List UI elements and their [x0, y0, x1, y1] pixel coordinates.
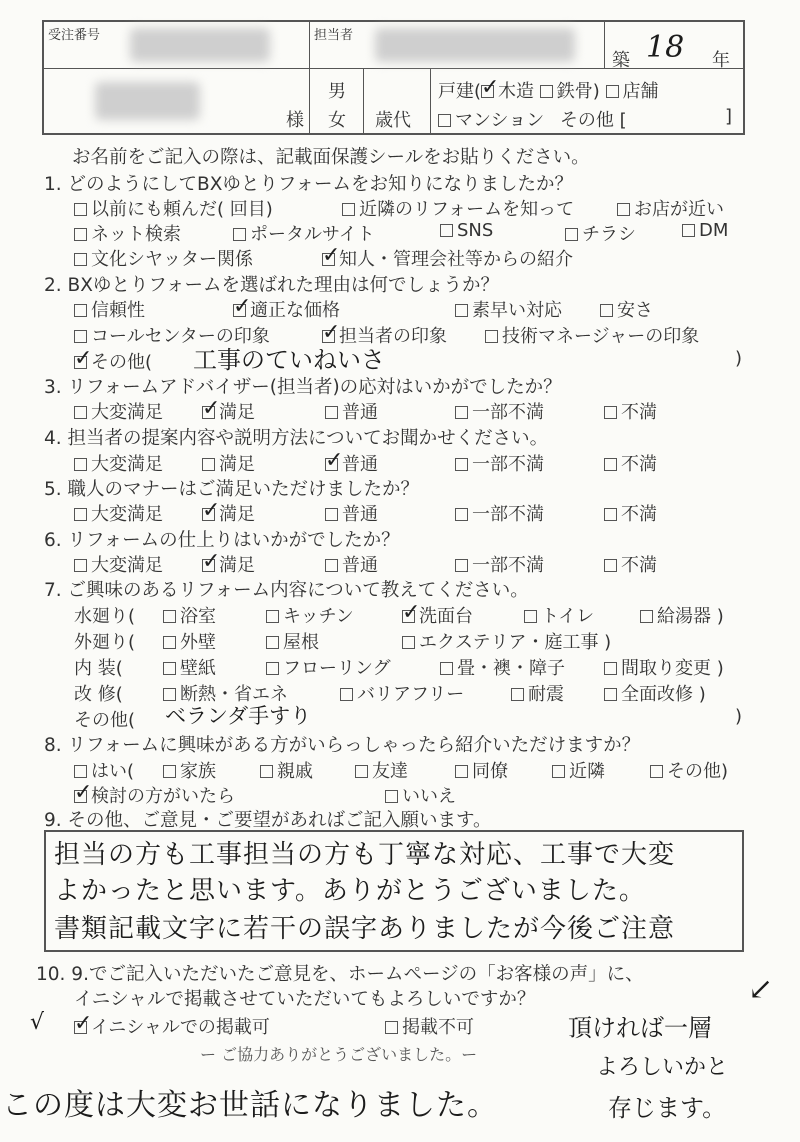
- q2-option-7[interactable]: [485, 322, 699, 348]
- gender-male: 男: [328, 81, 346, 102]
- handwritten-arrow-icon: ↙: [748, 972, 774, 1007]
- q7-interior-flooring[interactable]: [266, 654, 391, 680]
- checkbox[interactable]: [163, 662, 176, 675]
- label: 文化シヤッター関係: [91, 249, 253, 270]
- label: 普通: [342, 555, 378, 576]
- q3-option-partly-unsatisfied[interactable]: [455, 398, 544, 424]
- label: 洗面台: [419, 606, 473, 627]
- label: 友達: [372, 761, 408, 782]
- checkbox[interactable]: [74, 330, 87, 343]
- label: 同僚: [472, 761, 508, 782]
- checkbox[interactable]: [74, 765, 87, 778]
- staff-label: 担当者: [314, 28, 354, 43]
- label: 一部不満: [472, 402, 544, 423]
- q7-other-handwritten: ベランダ手すり: [165, 704, 312, 728]
- label: 大変満足: [91, 504, 163, 525]
- q8-family[interactable]: [163, 757, 216, 783]
- q1-title: 1. どのようにしてBXゆとりフォームをお知りになりましたか？: [44, 174, 573, 195]
- checkbox[interactable]: [604, 688, 617, 701]
- checkbox[interactable]: [455, 765, 468, 778]
- q8-title: 8. リフォームに興味がある方がいらっしゃったら紹介いただけますか？: [44, 735, 641, 756]
- checkbox[interactable]: [340, 688, 353, 701]
- q1-option-9[interactable]: [74, 245, 253, 271]
- q9-handwritten-line3: 書類記載文字に若干の誤字ありましたが今後ご注意: [54, 914, 676, 944]
- checkbox[interactable]: [565, 228, 578, 241]
- checkbox-checked[interactable]: [74, 790, 87, 803]
- label: 近隣: [569, 761, 605, 782]
- q2-option-2[interactable]: [233, 296, 340, 322]
- label: 技術マネージャーの印象: [502, 326, 700, 347]
- q4-option-unsatisfied[interactable]: [604, 450, 657, 476]
- label: 普通: [342, 454, 378, 475]
- label: 不満: [621, 454, 657, 475]
- label: 耐震: [528, 684, 564, 705]
- label: 検討の方がいたら: [91, 786, 235, 807]
- checkbox-wood[interactable]: [481, 85, 494, 98]
- house-other-label: その他 [: [559, 110, 627, 131]
- q7-interior-wallpaper[interactable]: [163, 654, 216, 680]
- q5-option-neutral[interactable]: [325, 500, 378, 526]
- checkbox[interactable]: [440, 662, 453, 675]
- checkbox[interactable]: [233, 228, 246, 241]
- q10-option-ok[interactable]: [74, 1013, 270, 1039]
- q3-title: 3. リフォームアドバイザー(担当者)の応対はいかがでしたか？: [44, 377, 562, 398]
- q1-option-3[interactable]: [617, 195, 724, 221]
- q6-option-unsatisfied[interactable]: [604, 551, 657, 577]
- handwritten-right-line3: 存じます。: [608, 1094, 727, 1122]
- q5-option-satisfied[interactable]: [202, 500, 255, 526]
- thanks-text: ー ご協力ありがとうございました。ー: [200, 1045, 478, 1064]
- label: SNS: [457, 220, 494, 241]
- label: エクステリア・庭工事 ): [419, 632, 612, 653]
- label: 給湯器 ): [657, 606, 724, 627]
- label: トイレ: [541, 606, 595, 627]
- checkbox[interactable]: [455, 458, 468, 471]
- checkbox-shop[interactable]: [606, 85, 619, 98]
- checkbox[interactable]: [455, 559, 468, 572]
- label: 浴室: [180, 606, 216, 627]
- checkbox[interactable]: [552, 765, 565, 778]
- q9-handwritten-line2: よかったと思います。ありがとうございました。: [54, 876, 646, 906]
- checkbox[interactable]: [74, 559, 87, 572]
- checkbox[interactable]: [266, 636, 279, 649]
- checkbox[interactable]: [617, 203, 630, 216]
- label: 満足: [219, 454, 255, 475]
- handwritten-bottom-message: この度は大変お世話になりました。: [2, 1088, 498, 1123]
- label: 間取り変更 ): [621, 658, 724, 679]
- q10-option-ng[interactable]: [385, 1013, 474, 1039]
- label: 全面改修 ): [621, 684, 706, 705]
- label: 一部不満: [472, 555, 544, 576]
- q5-title: 5. 職人のマナーはご満足いただけましたか？: [44, 479, 420, 500]
- checkbox[interactable]: [163, 610, 176, 623]
- q7-outer-wall[interactable]: [163, 628, 216, 654]
- label: 満足: [219, 402, 255, 423]
- checkbox[interactable]: [74, 304, 87, 317]
- order-number-label: 受注番号: [48, 28, 101, 43]
- gender-female: 女: [328, 110, 346, 131]
- label: ネット検索: [91, 224, 181, 245]
- redacted-order-number: [130, 28, 270, 62]
- year-unit: 年: [712, 50, 730, 71]
- q7-water-kitchen[interactable]: [266, 602, 354, 628]
- q9-title: 9. その他、ご意見・ご要望があればご記入願います。: [44, 810, 492, 831]
- label: お店が近い: [634, 199, 724, 220]
- q7-water-label: 水廻り(: [74, 606, 136, 627]
- checkbox[interactable]: [455, 508, 468, 521]
- q4-option-partly-unsatisfied[interactable]: [455, 450, 544, 476]
- label: 近隣のリフォームを知って: [359, 199, 575, 220]
- checkbox[interactable]: [74, 406, 87, 419]
- checkbox[interactable]: [385, 790, 398, 803]
- q2-option-4[interactable]: [600, 296, 653, 322]
- intro-text: お名前をご記入の際は、記載面保護シールをお貼りください。: [72, 147, 590, 168]
- checkbox[interactable]: [604, 662, 617, 675]
- q7-title: 7. ご興味のあるリフォーム内容について教えてください。: [44, 580, 529, 601]
- q1-option-6[interactable]: [440, 220, 493, 241]
- checkbox[interactable]: [604, 559, 617, 572]
- checkbox-checked[interactable]: [233, 304, 246, 317]
- q2-option-3[interactable]: [455, 296, 562, 322]
- q5-option-unsatisfied[interactable]: [604, 500, 657, 526]
- label: 普通: [342, 402, 378, 423]
- house-other-close: ]: [725, 106, 733, 127]
- q1-option-4[interactable]: [74, 220, 181, 246]
- checkbox[interactable]: [342, 203, 355, 216]
- built-years-handwritten: 18: [646, 30, 685, 65]
- label: イニシャルでの掲載可: [91, 1017, 270, 1038]
- label: 不満: [621, 402, 657, 423]
- label: 大変満足: [91, 555, 163, 576]
- checkbox[interactable]: [600, 304, 613, 317]
- label: その他): [667, 761, 729, 782]
- q7-interior-label: 内 装(: [74, 658, 123, 679]
- q8-consider[interactable]: [74, 782, 235, 808]
- label: ポータルサイト: [250, 224, 375, 245]
- checkbox-checked[interactable]: [202, 559, 215, 572]
- checkbox-checked[interactable]: [74, 356, 87, 369]
- label: 安さ: [617, 300, 653, 321]
- house-wood-label: 木造: [498, 81, 535, 102]
- checkbox[interactable]: [74, 458, 87, 471]
- checkbox[interactable]: [511, 688, 524, 701]
- q6-option-partly-unsatisfied[interactable]: [455, 551, 544, 577]
- q7-water-heater[interactable]: [640, 602, 724, 628]
- label: コールセンターの印象: [91, 326, 270, 347]
- label: 素早い対応: [472, 300, 562, 321]
- label: 大変満足: [91, 454, 163, 475]
- q3-option-unsatisfied[interactable]: [604, 398, 657, 424]
- house-mansion-label: マンション: [455, 110, 545, 131]
- q7-other-close: ): [735, 706, 743, 727]
- checkbox[interactable]: [604, 508, 617, 521]
- q8-no[interactable]: [385, 782, 456, 808]
- checkbox[interactable]: [325, 508, 338, 521]
- label: 知人・管理会社等からの紹介: [339, 249, 573, 270]
- checkbox[interactable]: [524, 610, 537, 623]
- q3-option-satisfied[interactable]: [202, 398, 255, 424]
- q4-option-satisfied[interactable]: [202, 450, 255, 476]
- handwritten-right-line1: 頂ければ一層: [568, 1014, 712, 1042]
- label: 壁紙: [180, 658, 216, 679]
- built-label: 築: [612, 50, 630, 71]
- q6-option-neutral[interactable]: [325, 551, 378, 577]
- q7-remodel-label: 改 修(: [74, 684, 123, 705]
- checkbox[interactable]: [74, 203, 87, 216]
- checkbox[interactable]: [202, 458, 215, 471]
- q8-neighbor[interactable]: [552, 757, 605, 783]
- checkbox[interactable]: [682, 224, 695, 237]
- checkbox[interactable]: [163, 765, 176, 778]
- label: 大変満足: [91, 402, 163, 423]
- q8-other[interactable]: [650, 757, 728, 783]
- checkbox[interactable]: [266, 662, 279, 675]
- q7-water-washbasin[interactable]: [402, 602, 473, 628]
- label: バリアフリー: [357, 684, 465, 705]
- q3-option-neutral[interactable]: [325, 398, 378, 424]
- checkbox-steel[interactable]: [540, 85, 553, 98]
- q10-title-line1: 10. 9.でご記入いただいたご意見を、ホームページの「お客様の声」に、: [36, 964, 644, 985]
- q4-option-very-satisfied[interactable]: [74, 450, 163, 476]
- label: 親戚: [277, 761, 313, 782]
- checkbox-mansion[interactable]: [438, 114, 451, 127]
- q3-option-very-satisfied[interactable]: [74, 398, 163, 424]
- q2-other-handwritten: 工事のていねいさ: [193, 346, 385, 374]
- house-shop-label: 店舗: [622, 81, 659, 102]
- checkbox[interactable]: [640, 610, 653, 623]
- label: 家族: [180, 761, 216, 782]
- checkbox[interactable]: [74, 228, 87, 241]
- q5-option-partly-unsatisfied[interactable]: [455, 500, 544, 526]
- house-detached-label: 戸建(: [438, 81, 482, 102]
- checkbox[interactable]: [650, 765, 663, 778]
- q7-interior-layout[interactable]: [604, 654, 724, 680]
- label: 不満: [621, 504, 657, 525]
- q6-option-satisfied[interactable]: [202, 551, 255, 577]
- q7-outer-roof[interactable]: [266, 628, 319, 654]
- house-type-row2: [438, 106, 627, 132]
- q8-colleague[interactable]: [455, 757, 508, 783]
- handwritten-right-line2: よろしいかと: [596, 1055, 729, 1080]
- q1-option-7[interactable]: [565, 220, 636, 246]
- checkbox-checked[interactable]: [325, 458, 338, 471]
- label: キッチン: [283, 606, 354, 627]
- q1-option-1[interactable]: [74, 195, 273, 221]
- q6-option-very-satisfied[interactable]: [74, 551, 163, 577]
- q2-option-1[interactable]: [74, 296, 145, 322]
- checkbox[interactable]: [385, 1021, 398, 1034]
- checkbox-checked[interactable]: [402, 610, 415, 623]
- label: 普通: [342, 504, 378, 525]
- q8-relative[interactable]: [260, 757, 313, 783]
- q2-title: 2. BXゆとりフォームを選ばれた理由は何でしょうか？: [44, 275, 499, 296]
- checkbox[interactable]: [260, 765, 273, 778]
- label: 掲載不可: [402, 1017, 474, 1038]
- house-steel-label: 鉄骨): [556, 81, 600, 102]
- q7-remodel-seismic[interactable]: [511, 680, 564, 706]
- q7-remodel-barrierfree[interactable]: [340, 680, 464, 706]
- q7-water-bath[interactable]: [163, 602, 216, 628]
- label: フローリング: [283, 658, 391, 679]
- checkbox[interactable]: [455, 406, 468, 419]
- q7-other-label: その他(: [74, 710, 136, 731]
- label: 畳・襖・障子: [457, 658, 565, 679]
- label: いいえ: [402, 786, 456, 807]
- checkbox[interactable]: [355, 765, 368, 778]
- q4-option-neutral[interactable]: [325, 450, 378, 476]
- label: 不満: [621, 555, 657, 576]
- label: 外壁: [180, 632, 216, 653]
- q2-other-close: ): [735, 348, 743, 369]
- label: 以前にも頼んだ( 回目): [91, 199, 273, 220]
- label: 信頼性: [91, 300, 145, 321]
- label: 担当者の印象: [339, 326, 447, 347]
- q7-outer-exterior[interactable]: [402, 628, 611, 654]
- checkbox-checked[interactable]: [74, 1021, 87, 1034]
- checkbox[interactable]: [325, 559, 338, 572]
- checkbox[interactable]: [440, 224, 453, 237]
- q8-friend[interactable]: [355, 757, 408, 783]
- checkbox-checked[interactable]: [202, 508, 215, 521]
- q7-water-toilet[interactable]: [524, 602, 594, 628]
- q5-option-very-satisfied[interactable]: [74, 500, 163, 526]
- honorific-sama: 様: [286, 110, 304, 131]
- checkbox[interactable]: [163, 636, 176, 649]
- q1-option-5[interactable]: [233, 220, 375, 246]
- label: チラシ: [582, 224, 636, 245]
- q1-option-2[interactable]: [342, 195, 574, 221]
- redacted-customer-name: [95, 82, 200, 120]
- label: 一部不満: [472, 454, 544, 475]
- checkbox[interactable]: [325, 406, 338, 419]
- checkbox[interactable]: [485, 330, 498, 343]
- label: はい(: [91, 761, 135, 782]
- house-type-row: [438, 77, 659, 103]
- age-unit: 歳代: [375, 110, 411, 131]
- q2-option-8[interactable]: [74, 348, 152, 374]
- q7-interior-tatami[interactable]: [440, 654, 565, 680]
- label: 一部不満: [472, 504, 544, 525]
- checkbox[interactable]: [74, 508, 87, 521]
- checkbox[interactable]: [402, 636, 415, 649]
- q7-remodel-full[interactable]: [604, 680, 706, 706]
- checkbox-checked[interactable]: [322, 253, 335, 266]
- label: 満足: [219, 504, 255, 525]
- label: その他(: [91, 352, 153, 373]
- checkbox-checked[interactable]: [202, 406, 215, 419]
- q10-title-line2: イニシャルで掲載させていただいてもよろしいですか？: [74, 989, 536, 1010]
- checkbox[interactable]: [455, 304, 468, 317]
- redacted-staff-name: [375, 28, 575, 62]
- q9-handwritten-line1: 担当の方も工事担当の方も丁寧な対応、工事で大変: [54, 840, 676, 870]
- q1-option-8[interactable]: [682, 220, 728, 241]
- q4-title: 4. 担当者の提案内容や説明方法についてお聞かせください。: [44, 428, 549, 449]
- checkbox[interactable]: [74, 253, 87, 266]
- label: 屋根: [283, 632, 319, 653]
- label: 断熱・省エネ: [180, 684, 288, 705]
- q10-check-mark: √: [30, 1010, 45, 1035]
- q7-outer-label: 外廻り(: [74, 632, 136, 653]
- label: 適正な価格: [250, 300, 340, 321]
- checkbox[interactable]: [604, 406, 617, 419]
- checkbox[interactable]: [604, 458, 617, 471]
- checkbox[interactable]: [266, 610, 279, 623]
- q6-title: 6. リフォームの仕上りはいかがでしたか？: [44, 530, 400, 551]
- label: DM: [699, 220, 729, 241]
- q1-option-10[interactable]: [322, 245, 573, 271]
- label: 満足: [219, 555, 255, 576]
